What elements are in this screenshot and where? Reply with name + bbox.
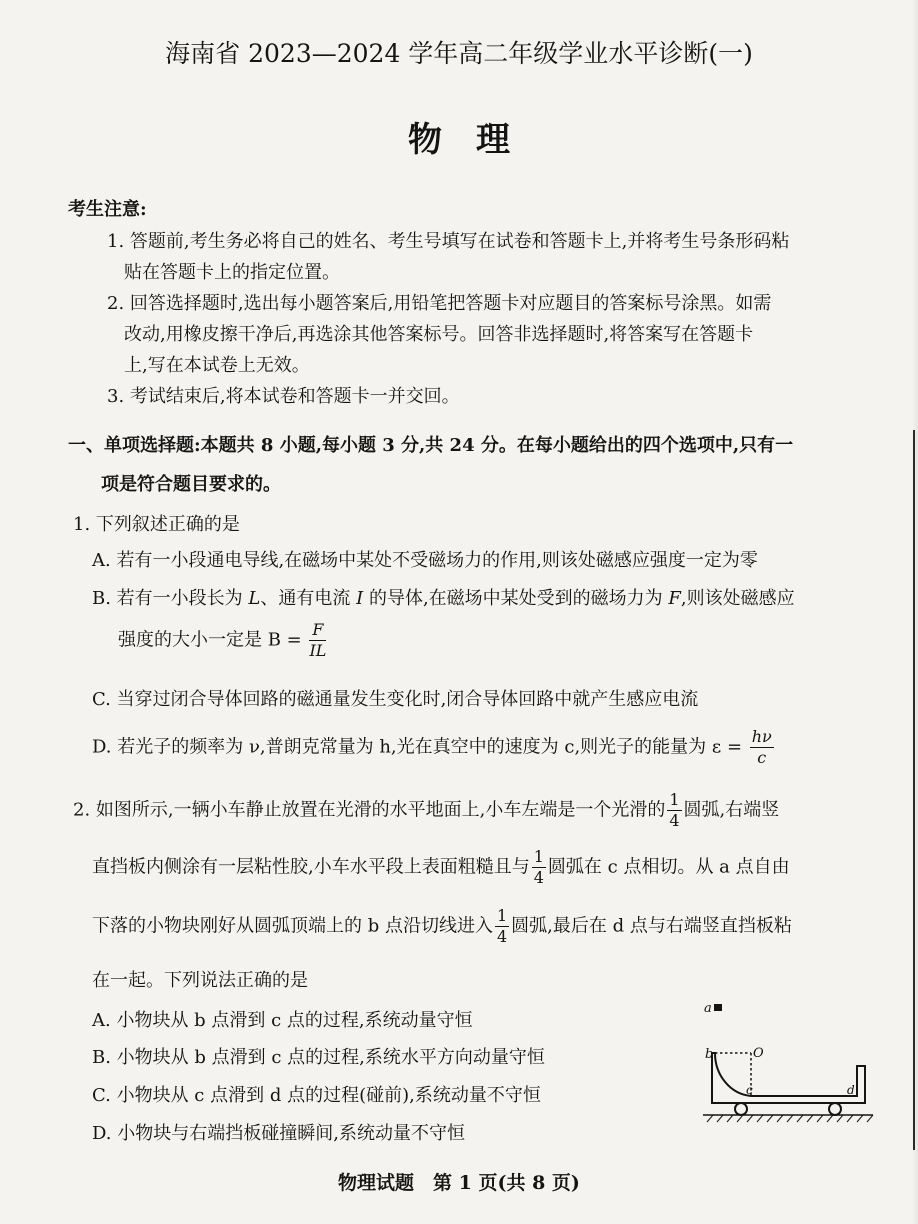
- ground-hatching: [707, 1115, 873, 1122]
- subject-title: 物理: [408, 120, 544, 160]
- q2-option-a: A. 小物块从 b 点滑到 c 点的过程,系统动量守恒: [92, 1010, 473, 1031]
- q2-stem-line-4: 在一起。下列说法正确的是: [92, 970, 308, 991]
- page-footer: 物理试题 第 1 页(共 8 页): [338, 1172, 580, 1194]
- notice-item-2-line-1: 2. 回答选择题时,选出每小题答案后,用铅笔把答题卡对应题目的答案标号涂黑。如需: [107, 293, 772, 314]
- notice-heading: 考生注意:: [68, 199, 147, 220]
- q2-option-d: D. 小物块与右端挡板碰撞瞬间,系统动量不守恒: [92, 1123, 465, 1144]
- wheel-left: [735, 1103, 747, 1115]
- notice-item-2-line-2: 改动,用橡皮擦干净后,再选涂其他答案标号。回答非选择题时,将答案写在答题卡: [124, 324, 754, 345]
- section-1-heading: 一、单项选择题:本题共 8 小题,每小题 3 分,共 24 分。在每小题给出的四个选项中,只有一: [68, 435, 794, 456]
- notice-item-1-line-2: 贴在答题卡上的指定位置。: [124, 262, 340, 283]
- q1-stem: 1. 下列叙述正确的是: [73, 514, 240, 535]
- label-c: c: [746, 1083, 753, 1097]
- q1-option-b-line-1: B. 若有一小段长为 L、通有电流 I 的导体,在磁场中某处受到的磁场力为 F,则该处磁感应: [92, 588, 795, 609]
- q2-stem-line-1: 2. 如图所示,一辆小车静止放置在光滑的水平地面上,小车左端是一个光滑的 $\frac{1}{4}$ 圆弧,右端竖: [73, 790, 780, 830]
- cart-body: [712, 1053, 865, 1103]
- q1-option-a: A. 若有一小段通电导线,在磁场中某处不受磁场力的作用,则该处磁感应强度一定为零: [92, 550, 758, 571]
- q1-option-c: C. 当穿过闭合导体回路的磁通量发生变化时,闭合导体回路中就产生感应电流: [92, 689, 699, 710]
- q2-option-c: C. 小物块从 c 点滑到 d 点的过程(碰前),系统动量不守恒: [92, 1085, 541, 1106]
- q2-stem-line-3: 下落的小物块刚好从圆弧顶端上的 b 点沿切线进入 $\frac{1}{4}$ 圆弧,最后在 d 点与右端竖直挡板粘: [92, 906, 792, 946]
- wheel-right: [829, 1103, 841, 1115]
- label-o: O: [753, 1046, 764, 1061]
- notice-item-3-line-1: 3. 考试结束后,将本试卷和答题卡一并交回。: [107, 386, 460, 407]
- section-1-heading-line-2: 项是符合题目要求的。: [101, 474, 281, 495]
- notice-item-2-line-3: 上,写在本试卷上无效。: [124, 355, 310, 376]
- label-b: b: [705, 1047, 714, 1062]
- q1-option-b-line-2: 强度的大小一定是 B = $\frac{F}{IL}$: [118, 620, 327, 660]
- q2-option-b: B. 小物块从 b 点滑到 c 点的过程,系统水平方向动量守恒: [92, 1047, 545, 1068]
- q1-option-d: D. 若光子的频率为 ν,普朗克常量为 h,光在真空中的速度为 c,则光子的能量为 ε = $\frac{h\nu}{c}$: [92, 727, 772, 767]
- exam-title: 海南省 2023—2024 学年高二年级学业水平诊断(一): [165, 39, 753, 68]
- label-d: d: [847, 1083, 855, 1097]
- margin-rule: [913, 430, 915, 1150]
- q2-stem-line-2: 直挡板内侧涂有一层粘性胶,小车水平段上表面粗糙且与 $\frac{1}{4}$ 圆弧在 c 点相切。从 a 点自由: [92, 847, 790, 887]
- label-a: a: [704, 1001, 712, 1016]
- cart-diagram: [695, 996, 880, 1131]
- notice-item-1-line-1: 1. 答题前,考生务必将自己的姓名、考生号填写在试卷和答题卡上,并将考生号条形码粘: [107, 231, 790, 252]
- falling-block: [714, 1004, 722, 1011]
